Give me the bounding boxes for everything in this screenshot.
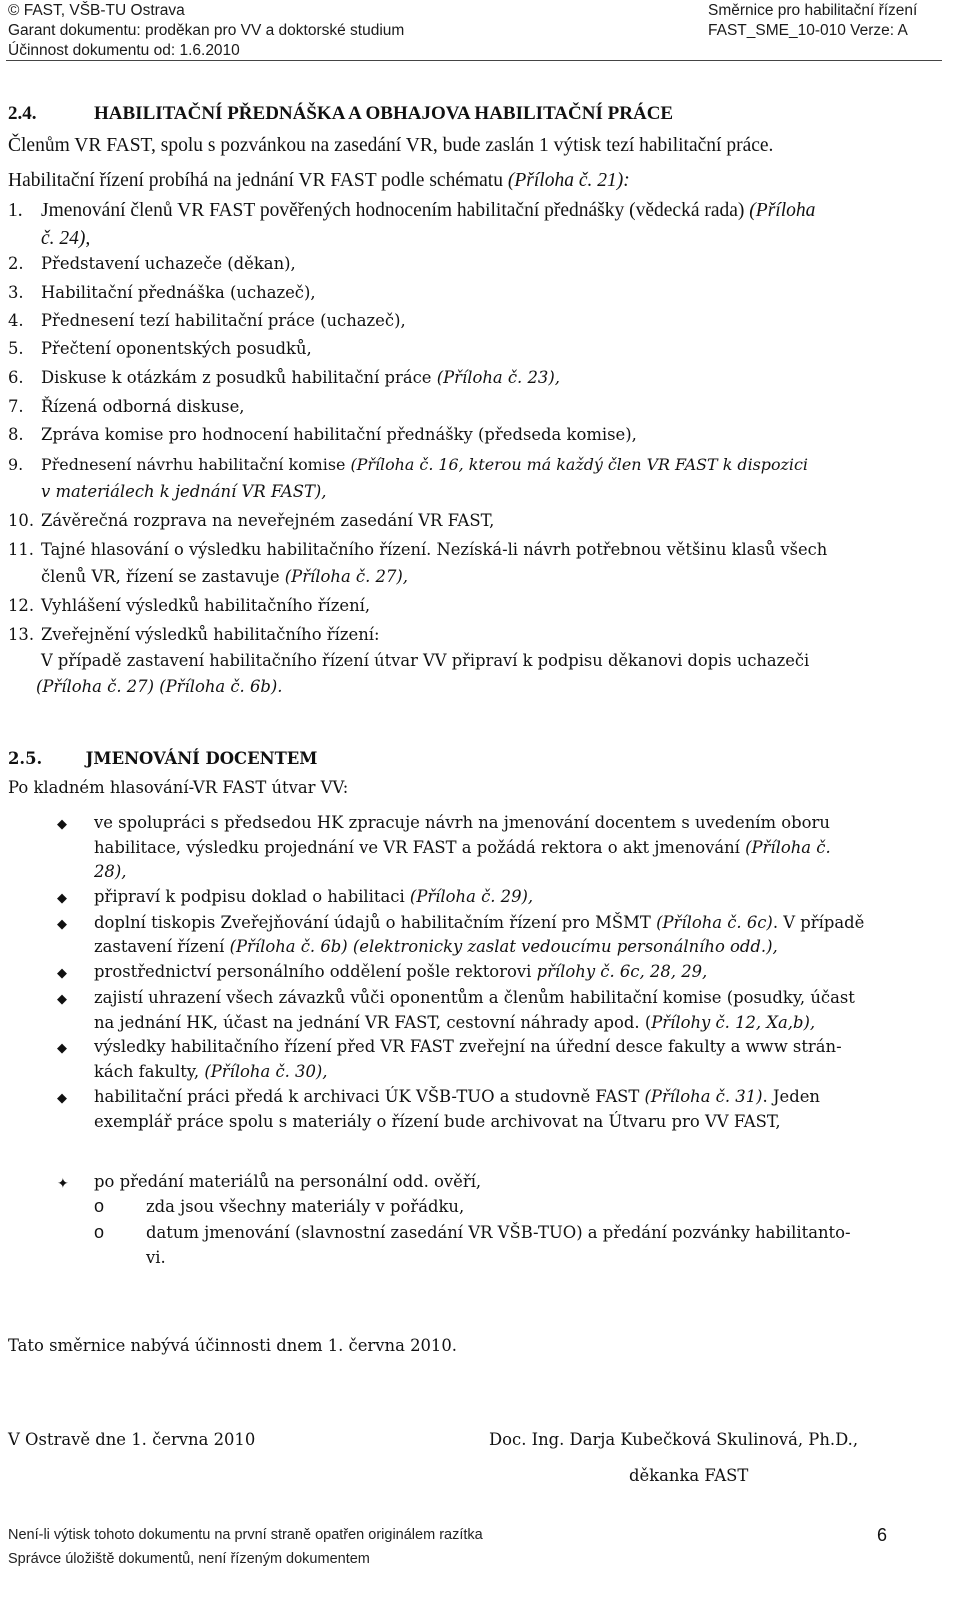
intro-ref: (Příloha č. 21): xyxy=(507,170,630,191)
bullet-text: prostřednictví personálního oddělení pošle rektorovi xyxy=(94,962,537,981)
bullet-icon: ◆ xyxy=(57,891,67,906)
header-guarantor: Garant dokumentu: proděkan pro VV a doktorské studium xyxy=(8,22,405,39)
list-item-7 xyxy=(8,397,245,416)
list-item-13 xyxy=(8,625,380,644)
list-text: Zveřejnění výsledků habilitačního řízení: xyxy=(41,625,380,644)
list-item-13-ref xyxy=(36,677,282,696)
bullet-3-line-2 xyxy=(94,937,778,956)
header-doc-title: Směrnice pro habilitační řízení xyxy=(708,2,918,19)
list-item-9-cont xyxy=(41,482,327,501)
bullet-ref: (Příloha č. 6c) xyxy=(656,913,773,932)
list-number: 6. xyxy=(8,368,24,387)
list-text: Diskuse k otázkám z posudků habilitační práce xyxy=(41,368,437,387)
list-item-12 xyxy=(8,596,370,615)
sub-bullet-marker: o xyxy=(94,1222,105,1242)
list-text: Vyhlášení výsledků habilitačního řízení, xyxy=(41,596,371,615)
bullet-ref: (Příloha č. xyxy=(745,838,831,857)
bullet-icon: ✦ xyxy=(57,1176,69,1192)
list-number: 12. xyxy=(8,596,35,615)
section-2-5-heading xyxy=(8,749,317,768)
signature-name: Doc. Ing. Darja Kubečková Skulinová, Ph.D., xyxy=(489,1430,859,1449)
bullet-text: zastavení řízení xyxy=(94,937,230,956)
list-ref: č. 24), xyxy=(41,228,91,249)
bullet-4 xyxy=(94,962,707,981)
bullet-text: habilitace, výsledku projednání ve VR FAST a požádá rektora o akt jmenování xyxy=(94,838,746,857)
bullet-text: připraví k podpisu doklad o habilitaci xyxy=(94,887,410,906)
bullet-text: doplní tiskopis Zveřejňování údajů o habilitačním řízení pro MŠMT xyxy=(94,913,657,932)
bullet-icon: ◆ xyxy=(57,817,67,832)
sub-bullet-marker: o xyxy=(94,1196,105,1216)
intro-paragraph-2 xyxy=(8,170,630,192)
list-item-1 xyxy=(8,200,815,222)
section-2-5-intro: Po kladném hlasování-VR FAST útvar VV: xyxy=(8,778,349,797)
list-ref: (Příloha č. 16, kterou má každý člen VR FAST k dispozici xyxy=(350,455,808,474)
list-item-1-cont xyxy=(41,228,90,250)
bullet-text: na jednání HK, účast na jednání VR FAST, cestovní náhrady apod. ( xyxy=(94,1013,652,1032)
bullet-2 xyxy=(94,887,533,906)
section-number: 2.5. xyxy=(8,749,43,768)
section-title: HABILITAČNÍ PŘEDNÁŠKA A OBHAJOVA HABILITAČNÍ PRÁCE xyxy=(94,103,674,124)
bullet-icon: ◆ xyxy=(57,1091,67,1106)
bullet-ref: (Příloha č. 6b) (elektronicky zaslat vedoucímu personálního odd.), xyxy=(229,937,778,956)
list-ref: (Příloha č. 27), xyxy=(284,567,408,586)
list-item-6 xyxy=(8,368,560,387)
list-number: 7. xyxy=(8,397,24,416)
bullet-icon: ◆ xyxy=(57,917,67,932)
list-text: Závěrečná rozprava na neveřejném zasedání VR FAST, xyxy=(41,511,495,530)
section-title: JMENOVÁNÍ DOCENTEM xyxy=(85,749,318,768)
bullet-6-line-1: výsledky habilitačního řízení před VR FAST zveřejní na úřední desce fakulty a www strán- xyxy=(94,1037,842,1056)
sub-bullet-2-line-1: datum jmenování (slavnostní zasedání VR VŠB-TUO) a předání pozvánky habilitanto- xyxy=(146,1223,851,1242)
list-text: Řízená odborná diskuse, xyxy=(41,397,245,416)
sub-bullet-2-line-2: vi. xyxy=(146,1248,166,1267)
list-number: 2. xyxy=(8,254,24,273)
list-number: 4. xyxy=(8,311,24,330)
header-doc-code: FAST_SME_10-010 Verze: A xyxy=(708,22,908,39)
list-number: 5. xyxy=(8,339,24,358)
signature-role: děkanka FAST xyxy=(629,1466,749,1485)
list-item-3 xyxy=(8,283,316,302)
section-2-4-heading xyxy=(8,103,673,125)
list-number: 1. xyxy=(8,200,23,221)
list-ref: (Příloha č. 23), xyxy=(436,368,560,387)
list-item-4 xyxy=(8,311,406,330)
bullet-text: kách fakulty, xyxy=(94,1062,205,1081)
list-item-8 xyxy=(8,425,637,444)
list-item-2 xyxy=(8,254,296,273)
list-item-11-cont xyxy=(41,567,408,586)
bullet-3-line-1 xyxy=(94,913,864,932)
list-ref: (Příloha xyxy=(749,200,816,221)
list-text: Jmenování členů VR FAST pověřených hodnocením habilitační přednášky (vědecká rada) xyxy=(41,200,750,221)
list-ref: (Příloha č. 27) (Příloha č. 6b). xyxy=(36,677,283,696)
list-number: 8. xyxy=(8,425,24,444)
bullet-icon: ◆ xyxy=(57,1041,67,1056)
intro-text: Habilitační řízení probíhá na jednání VR FAST podle schématu xyxy=(8,170,508,191)
list-text: Tajné hlasování o výsledku habilitačního řízení. Nezíská-li návrh potřebnou většinu klasů všech xyxy=(41,540,828,559)
list-item-9 xyxy=(8,455,808,474)
list-text: Zpráva komise pro hodnocení habilitační přednášky (předseda komise), xyxy=(41,425,637,444)
bullet-ref: 28), xyxy=(94,862,127,881)
bullet-ref: (Příloha č. 31) xyxy=(644,1087,763,1106)
header-copyright: © FAST, VŠB-TU Ostrava xyxy=(8,2,185,19)
validity-statement: Tato směrnice nabývá účinnosti dnem 1. června 2010. xyxy=(8,1336,457,1355)
bullet-ref: (Příloha č. 30), xyxy=(204,1062,328,1081)
list-number: 3. xyxy=(8,283,24,302)
list-text: Představení uchazeče (děkan), xyxy=(41,254,296,273)
footer-notice-1: Není-li výtisk tohoto dokumentu na první straně opatřen originálem razítka xyxy=(8,1527,483,1543)
bullet-1-line-3 xyxy=(94,862,126,881)
bullet-icon: ◆ xyxy=(57,992,67,1007)
list-text: členů VR, řízení se zastavuje xyxy=(41,567,285,586)
list-ref: v materiálech k jednání VR FAST), xyxy=(41,482,327,501)
header-effective-date: Účinnost dokumentu od: 1.6.2010 xyxy=(8,42,240,59)
list-item-5 xyxy=(8,339,312,358)
list-item-13-cont: V případě zastavení habilitačního řízení útvar VV připraví k podpisu děkanovi dopis uchazeči xyxy=(41,651,810,670)
bullet-text: . V případě xyxy=(772,913,865,932)
list-number: 11. xyxy=(8,540,34,559)
bullet-1-line-1: ve spolupráci s předsedou HK zpracuje návrh na jmenování docentem s uvedením oboru xyxy=(94,813,830,832)
list-text: Přednesení návrhu habilitační komise xyxy=(41,455,351,474)
footer-notice-2: Správce úložiště dokumentů, není řízeným dokumentem xyxy=(8,1551,370,1567)
list-item-11 xyxy=(8,540,827,559)
page-number: 6 xyxy=(877,1525,888,1545)
section-number: 2.4. xyxy=(8,103,37,124)
bullet-ref: Přílohy č. 12, Xa,b), xyxy=(651,1013,816,1032)
bullet-icon: ◆ xyxy=(57,966,67,981)
header-divider xyxy=(6,60,942,61)
list-number: 13. xyxy=(8,625,35,644)
bullet-5-line-2 xyxy=(94,1013,815,1032)
intro-paragraph-1: Členům VR FAST, spolu s pozvánkou na zasedání VR, bude zaslán 1 výtisk tezí habilitační práce. xyxy=(8,135,774,156)
list-number: 10. xyxy=(8,511,35,530)
list-text: Přečtení oponentských posudků, xyxy=(41,339,312,358)
bullet-7-line-1 xyxy=(94,1087,820,1106)
bullet-ref: přílohy č. 6c, 28, 29, xyxy=(536,962,708,981)
sub-bullet-1: zda jsou všechny materiály v pořádku, xyxy=(146,1197,465,1216)
list-item-10 xyxy=(8,511,494,530)
bullet-7-line-2: exemplář práce spolu s materiály o řízení bude archivovat na Útvaru pro VV FAST, xyxy=(94,1112,781,1131)
list-text: Přednesení tezí habilitační práce (uchazeč), xyxy=(41,311,406,330)
bullet-6-line-2 xyxy=(94,1062,328,1081)
bullet-5-line-1: zajistí uhrazení všech závazků vůči oponentům a členům habilitační komise (posudky, účast xyxy=(94,988,855,1007)
bullet-text: . Jeden xyxy=(762,1087,820,1106)
bullet-ref: (Příloha č. 29), xyxy=(409,887,534,906)
list-number: 9. xyxy=(8,455,24,474)
bullet-text: habilitační práci předá k archivaci ÚK VŠB-TUO a studovně FAST xyxy=(94,1087,645,1106)
bullet-1-line-2 xyxy=(94,838,831,857)
list-text: Habilitační přednáška (uchazeč), xyxy=(41,283,316,302)
signature-place-date: V Ostravě dne 1. června 2010 xyxy=(8,1430,256,1449)
bullet-8: po předání materiálů na personální odd. ověří, xyxy=(94,1172,482,1191)
